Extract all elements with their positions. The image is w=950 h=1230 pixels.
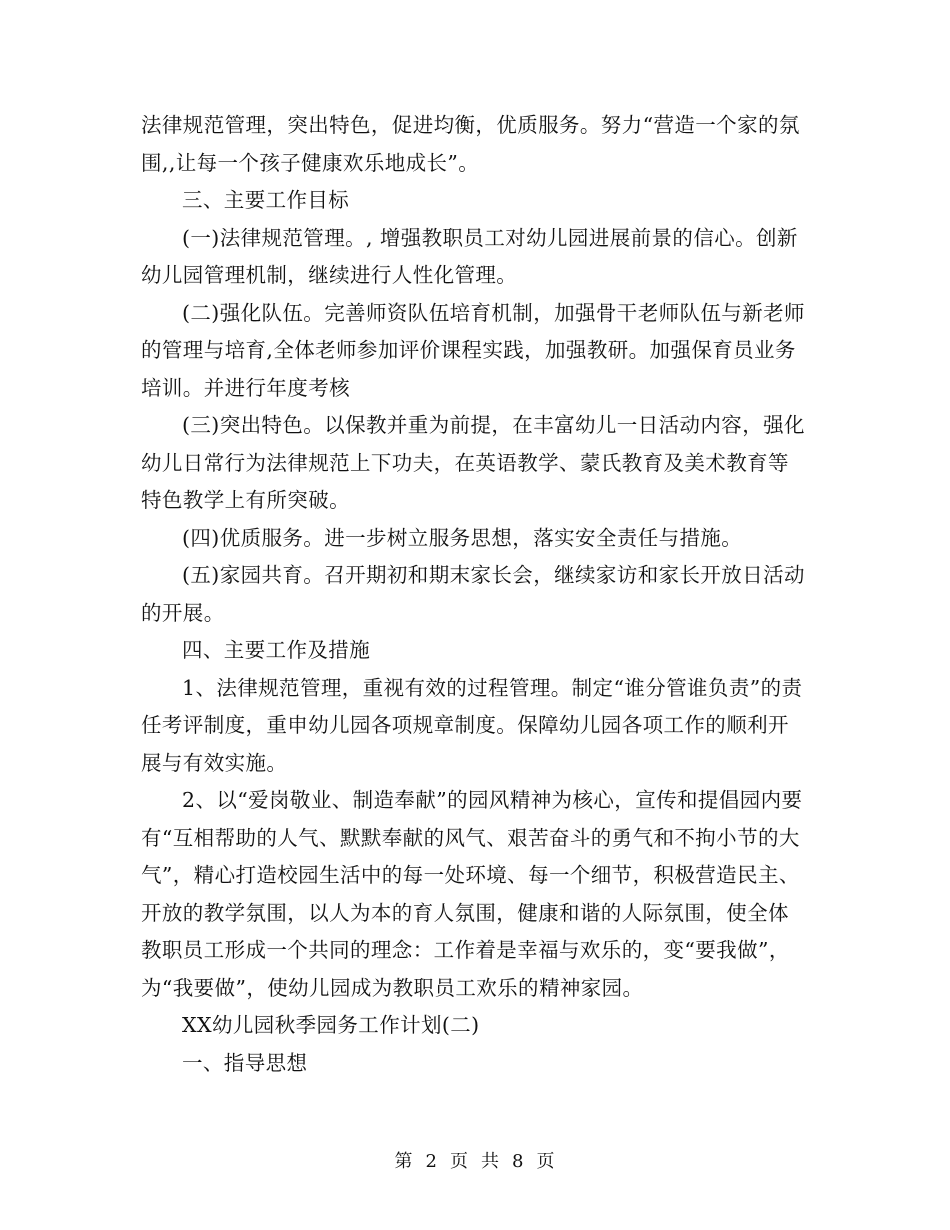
page-number: 2: [425, 1151, 438, 1172]
paragraph: 2、以“爱岗敬业、制造奉献”的园风精神为核心，宣传和提倡园内要有“互相帮助的人气、默默奉献的风气、艰苦奋斗的勇气和不拘小节的大气”，精心打造校园生活中的每一处环境、每一个细节，积极营造民主、开放的教学氛围，以人为本的育人氛围，健康和谐的人际氛围，使全体教职员工形成一个共同的理念：工作着是幸福与欢乐的，变“要我做”，为“我要做”，使幼儿园成为教职员工欢乐的精神家园。: [141, 788, 803, 1000]
paragraph: (四)优质服务。进一步树立服务思想，落实安全责任与措施。: [182, 525, 743, 550]
section-heading: 一、指导思想: [182, 1050, 308, 1075]
footer-page-unit: 页: [450, 1151, 469, 1172]
total-pages: 8: [512, 1151, 525, 1172]
paragraph: (二)强化队伍。完善师资队伍培育机制，加强骨干老师队伍与新老师的管理与培育,全体老师参加评价课程实践，加强教研。加强保育员业务培训。并进行年度考核: [141, 300, 805, 400]
footer-prefix: 第: [394, 1151, 414, 1172]
section-heading: 四、主要工作及措施: [182, 638, 371, 662]
footer-total-prefix: 共: [481, 1151, 500, 1172]
paragraph: (五)家园共育。召开期初和期末家长会，继续家访和家长开放日活动的开展。: [141, 563, 805, 625]
page-footer: [0, 1150, 950, 1174]
document-body: [141, 107, 809, 1082]
paragraph: (三)突出特色。以保教并重为前提，在丰富幼儿一日活动内容，强化幼儿日常行为法律规范上下功夫，在英语教学、蒙氏教育及美术教育等特色教学上有所突破。: [141, 413, 805, 512]
footer-total-unit: 页: [536, 1151, 556, 1172]
document-subtitle: XX幼儿园秋季园务工作计划(二): [182, 1013, 480, 1037]
paragraph: 法律规范管理，突出特色，促进均衡，优质服务。努力“营造一个家的氛围,,让每一个孩子健康欢乐地成长”。: [141, 113, 800, 175]
paragraph: 1、法律规范管理，重视有效的过程管理。制定“谁分管谁负责”的责任考评制度，重申幼儿园各项规章制度。保障幼儿园各项工作的顺利开展与有效实施。: [141, 675, 803, 775]
paragraph: (一)法律规范管理。, 增强教职员工对幼儿园进展前景的信心。创新幼儿园管理机制，继续进行人性化管理。: [141, 225, 798, 287]
section-heading: 三、主要工作目标: [182, 188, 350, 212]
